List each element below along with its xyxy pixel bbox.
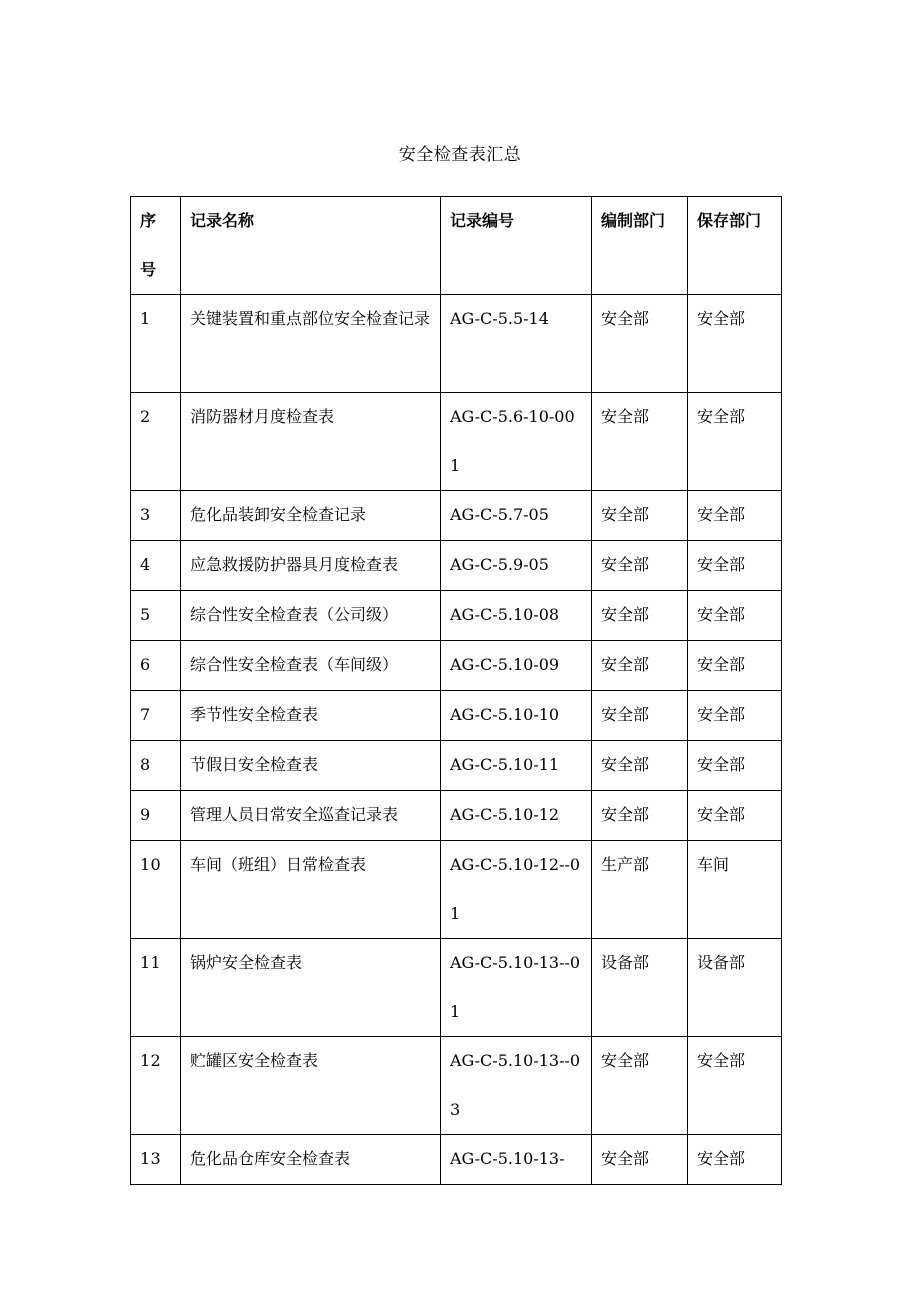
row-seq-cell bbox=[131, 591, 181, 641]
row-editor-cell bbox=[592, 295, 688, 393]
row-seq-text: 5 bbox=[140, 605, 151, 624]
row-keeper-cell bbox=[688, 939, 782, 1037]
table-row bbox=[131, 591, 782, 641]
row-name-text: 关键装置和重点部位安全检查记录 bbox=[190, 309, 431, 328]
row-code-cell bbox=[441, 295, 592, 393]
row-name-cell bbox=[181, 741, 441, 791]
row-name-text: 综合性安全检查表（车间级） bbox=[190, 655, 399, 674]
row-editor-cell bbox=[592, 791, 688, 841]
row-name-cell bbox=[181, 491, 441, 541]
document-title: 安全检查表汇总 bbox=[398, 145, 522, 165]
header-keeper bbox=[688, 197, 782, 295]
row-keeper-cell bbox=[688, 1037, 782, 1135]
row-name-text: 综合性安全检查表（公司级） bbox=[190, 605, 399, 624]
table-row bbox=[131, 841, 782, 939]
row-code-cell bbox=[441, 1135, 592, 1185]
row-code-text: AG-C-5.9-05 bbox=[450, 555, 549, 574]
row-keeper-text: 安全部 bbox=[697, 1149, 746, 1168]
header-seq-label: 序号 bbox=[140, 211, 157, 279]
row-code-cell bbox=[441, 1037, 592, 1135]
row-code-text: AG-C-5.10-13- bbox=[450, 1149, 565, 1168]
row-code-text: AG-C-5.7-05 bbox=[450, 505, 549, 524]
row-keeper-cell bbox=[688, 1135, 782, 1185]
row-keeper-cell bbox=[688, 641, 782, 691]
row-seq-text: 1 bbox=[140, 309, 151, 328]
header-editor-label: 编制部门 bbox=[601, 211, 666, 230]
row-keeper-cell bbox=[688, 541, 782, 591]
row-code-cell bbox=[441, 641, 592, 691]
row-seq-cell bbox=[131, 541, 181, 591]
row-keeper-text: 安全部 bbox=[697, 309, 746, 328]
row-seq-text: 12 bbox=[140, 1051, 161, 1070]
row-name-cell bbox=[181, 641, 441, 691]
row-keeper-text: 设备部 bbox=[697, 953, 746, 972]
table-row bbox=[131, 741, 782, 791]
table-row bbox=[131, 791, 782, 841]
row-seq-cell bbox=[131, 295, 181, 393]
row-editor-text: 安全部 bbox=[601, 705, 650, 724]
row-seq-cell bbox=[131, 1135, 181, 1185]
row-name-text: 车间（班组）日常检查表 bbox=[190, 855, 367, 874]
row-editor-text: 安全部 bbox=[601, 655, 650, 674]
row-editor-text: 安全部 bbox=[601, 407, 650, 426]
row-keeper-text: 安全部 bbox=[697, 1051, 746, 1070]
row-code-cell bbox=[441, 841, 592, 939]
header-name-label: 记录名称 bbox=[190, 211, 255, 230]
table-row bbox=[131, 939, 782, 1037]
table-row bbox=[131, 641, 782, 691]
row-editor-cell bbox=[592, 939, 688, 1037]
row-editor-text: 安全部 bbox=[601, 605, 650, 624]
row-name-text: 危化品仓库安全检查表 bbox=[190, 1149, 351, 1168]
row-editor-cell bbox=[592, 641, 688, 691]
row-code-text: AG-C-5.10-12--01 bbox=[450, 855, 581, 923]
header-name bbox=[181, 197, 441, 295]
row-name-text: 锅炉安全检查表 bbox=[190, 953, 303, 972]
row-keeper-cell bbox=[688, 841, 782, 939]
row-keeper-cell bbox=[688, 295, 782, 393]
row-seq-text: 3 bbox=[140, 505, 151, 524]
table-row bbox=[131, 1135, 782, 1185]
row-name-cell bbox=[181, 841, 441, 939]
header-seq bbox=[131, 197, 181, 295]
row-code-cell bbox=[441, 491, 592, 541]
row-keeper-text: 安全部 bbox=[697, 605, 746, 624]
row-editor-cell bbox=[592, 393, 688, 491]
row-code-text: AG-C-5.10-11 bbox=[450, 755, 560, 774]
row-seq-cell bbox=[131, 939, 181, 1037]
row-editor-cell bbox=[592, 741, 688, 791]
row-name-cell bbox=[181, 393, 441, 491]
row-keeper-text: 安全部 bbox=[697, 655, 746, 674]
row-seq-text: 9 bbox=[140, 805, 151, 824]
row-name-cell bbox=[181, 791, 441, 841]
records-table bbox=[130, 196, 782, 1185]
row-code-cell bbox=[441, 791, 592, 841]
row-keeper-text: 安全部 bbox=[697, 407, 746, 426]
row-keeper-text: 安全部 bbox=[697, 805, 746, 824]
row-code-text: AG-C-5.10-13--03 bbox=[450, 1051, 581, 1119]
row-name-text: 消防器材月度检查表 bbox=[190, 407, 335, 426]
table-body bbox=[131, 295, 782, 1185]
table-row bbox=[131, 1037, 782, 1135]
row-seq-text: 2 bbox=[140, 407, 151, 426]
row-seq-cell bbox=[131, 393, 181, 491]
row-editor-text: 设备部 bbox=[601, 953, 650, 972]
row-name-cell bbox=[181, 691, 441, 741]
row-name-text: 贮罐区安全检查表 bbox=[190, 1051, 319, 1070]
row-seq-cell bbox=[131, 791, 181, 841]
row-editor-cell bbox=[592, 491, 688, 541]
row-name-cell bbox=[181, 1037, 441, 1135]
row-keeper-text: 安全部 bbox=[697, 555, 746, 574]
table-header-row bbox=[131, 197, 782, 295]
row-keeper-cell bbox=[688, 691, 782, 741]
row-name-cell bbox=[181, 541, 441, 591]
row-code-cell bbox=[441, 939, 592, 1037]
row-name-text: 管理人员日常安全巡查记录表 bbox=[190, 805, 399, 824]
table-row bbox=[131, 691, 782, 741]
row-keeper-cell bbox=[688, 393, 782, 491]
row-editor-cell bbox=[592, 1037, 688, 1135]
row-seq-cell bbox=[131, 741, 181, 791]
row-seq-text: 7 bbox=[140, 705, 151, 724]
row-keeper-cell bbox=[688, 791, 782, 841]
row-seq-cell bbox=[131, 491, 181, 541]
row-name-text: 节假日安全检查表 bbox=[190, 755, 319, 774]
row-name-text: 应急救援防护器具月度检查表 bbox=[190, 555, 399, 574]
table-row bbox=[131, 393, 782, 491]
row-editor-text: 安全部 bbox=[601, 309, 650, 328]
row-keeper-cell bbox=[688, 591, 782, 641]
row-editor-text: 安全部 bbox=[601, 805, 650, 824]
row-editor-cell bbox=[592, 591, 688, 641]
row-seq-text: 6 bbox=[140, 655, 151, 674]
row-editor-cell bbox=[592, 541, 688, 591]
row-code-cell bbox=[441, 691, 592, 741]
row-code-text: AG-C-5.10-12 bbox=[450, 805, 560, 824]
row-keeper-cell bbox=[688, 491, 782, 541]
row-seq-text: 10 bbox=[140, 855, 161, 874]
header-keeper-label: 保存部门 bbox=[697, 211, 762, 230]
row-editor-cell bbox=[592, 1135, 688, 1185]
row-editor-text: 安全部 bbox=[601, 505, 650, 524]
row-editor-text: 安全部 bbox=[601, 1149, 650, 1168]
row-editor-cell bbox=[592, 691, 688, 741]
row-seq-cell bbox=[131, 1037, 181, 1135]
row-code-text: AG-C-5.5-14 bbox=[450, 309, 549, 328]
header-code-label: 记录编号 bbox=[450, 211, 515, 230]
row-editor-text: 生产部 bbox=[601, 855, 650, 874]
row-seq-text: 8 bbox=[140, 755, 151, 774]
row-seq-text: 4 bbox=[140, 555, 151, 574]
table-row bbox=[131, 295, 782, 393]
row-name-cell bbox=[181, 939, 441, 1037]
row-code-text: AG-C-5.10-13--01 bbox=[450, 953, 581, 1021]
row-seq-cell bbox=[131, 641, 181, 691]
row-seq-cell bbox=[131, 841, 181, 939]
row-keeper-text: 安全部 bbox=[697, 755, 746, 774]
row-editor-text: 安全部 bbox=[601, 1051, 650, 1070]
row-code-cell bbox=[441, 541, 592, 591]
row-keeper-text: 安全部 bbox=[697, 505, 746, 524]
row-keeper-text: 安全部 bbox=[697, 705, 746, 724]
row-seq-cell bbox=[131, 691, 181, 741]
header-editor bbox=[592, 197, 688, 295]
row-code-text: AG-C-5.10-09 bbox=[450, 655, 560, 674]
row-seq-text: 13 bbox=[140, 1149, 161, 1168]
table-row bbox=[131, 491, 782, 541]
row-code-text: AG-C-5.10-08 bbox=[450, 605, 560, 624]
row-keeper-text: 车间 bbox=[697, 855, 730, 874]
row-code-cell bbox=[441, 741, 592, 791]
row-editor-text: 安全部 bbox=[601, 755, 650, 774]
row-code-text: AG-C-5.6-10-001 bbox=[450, 407, 575, 475]
row-editor-cell bbox=[592, 841, 688, 939]
row-name-cell bbox=[181, 1135, 441, 1185]
row-editor-text: 安全部 bbox=[601, 555, 650, 574]
row-name-text: 季节性安全检查表 bbox=[190, 705, 319, 724]
row-keeper-cell bbox=[688, 741, 782, 791]
row-name-cell bbox=[181, 591, 441, 641]
row-code-text: AG-C-5.10-10 bbox=[450, 705, 560, 724]
row-code-cell bbox=[441, 393, 592, 491]
row-seq-text: 11 bbox=[140, 953, 161, 972]
header-code bbox=[441, 197, 592, 295]
row-name-cell bbox=[181, 295, 441, 393]
row-name-text: 危化品装卸安全检查记录 bbox=[190, 505, 367, 524]
row-code-cell bbox=[441, 591, 592, 641]
table-row bbox=[131, 541, 782, 591]
